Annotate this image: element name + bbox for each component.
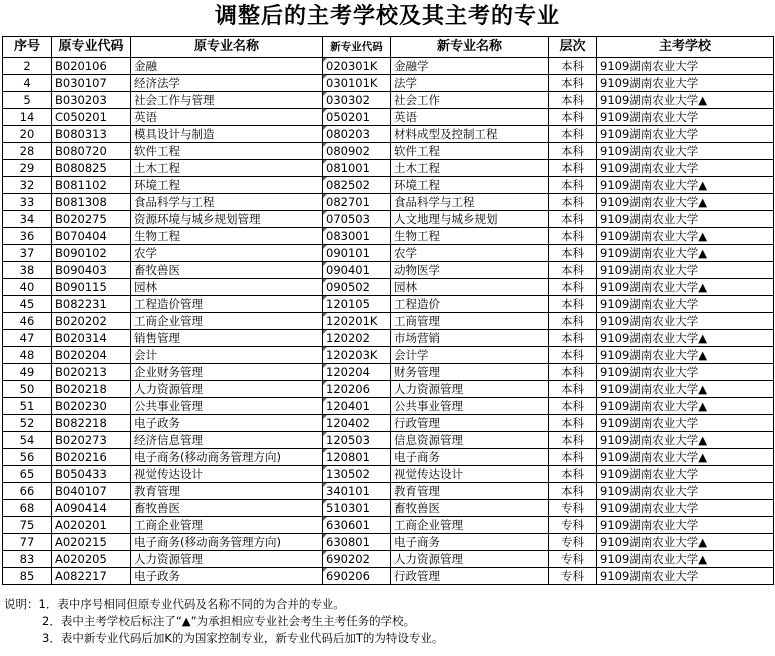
cell-old-name: 土木工程: [131, 160, 323, 177]
cell-seq: 48: [3, 347, 52, 364]
cell-school: 9109湖南农业大学: [597, 160, 774, 177]
cell-new-code: 120206: [323, 381, 391, 398]
cell-level: 本科: [549, 194, 597, 211]
cell-old-code: B020314: [52, 330, 131, 347]
cell-old-code: B020230: [52, 398, 131, 415]
cell-old-name: 经济法学: [131, 75, 323, 92]
cell-new-code: 083001: [323, 228, 391, 245]
cell-marker-icon: [323, 415, 327, 419]
table-row: [3, 126, 774, 143]
cell-school: 9109湖南农业大学: [597, 58, 774, 75]
cell-level: 本科: [549, 466, 597, 483]
cell-new-name: 英语: [391, 109, 549, 126]
cell-new-code: 080902: [323, 143, 391, 160]
table-row: [3, 160, 774, 177]
cell-school: 9109湖南农业大学: [597, 466, 774, 483]
cell-level: 本科: [549, 109, 597, 126]
cell-old-name: 社会工作与管理: [131, 92, 323, 109]
cell-new-name: 人文地理与城乡规划: [391, 211, 549, 228]
table-row: [3, 466, 774, 483]
cell-seq: 54: [3, 432, 52, 449]
cell-old-name: 英语: [131, 109, 323, 126]
cell-old-name: 工程造价管理: [131, 296, 323, 313]
cell-school: 9109湖南农业大学▲: [597, 177, 774, 194]
cell-level: 本科: [549, 330, 597, 347]
cell-marker-icon: [323, 449, 327, 453]
note-line: [4, 630, 443, 647]
cell-seq: 49: [3, 364, 52, 381]
note-item: 1．表中序号相同但原专业代码及名称不同的为合并的专业。: [38, 597, 345, 611]
note-item: 3．表中新专业代码后加K的为国家控制专业，新专业代码后加T的为特设专业。: [42, 631, 444, 645]
col-header-level: 层次: [549, 37, 597, 58]
note-line: [4, 613, 443, 630]
cell-seq: 38: [3, 262, 52, 279]
table-row: [3, 415, 774, 432]
table-row: [3, 517, 774, 534]
cell-old-code: B080313: [52, 126, 131, 143]
table-row: [3, 211, 774, 228]
cell-new-name: 行政管理: [391, 568, 549, 585]
table-row: [3, 381, 774, 398]
cell-marker-icon: [323, 143, 327, 147]
cell-old-name: 畜牧兽医: [131, 262, 323, 279]
cell-level: 本科: [549, 415, 597, 432]
table-row: [3, 551, 774, 568]
cell-seq: 52: [3, 415, 52, 432]
cell-old-name: 企业财务管理: [131, 364, 323, 381]
table-row: [3, 245, 774, 262]
cell-school: 9109湖南农业大学: [597, 126, 774, 143]
cell-level: 本科: [549, 398, 597, 415]
cell-old-code: B050433: [52, 466, 131, 483]
cell-old-code: B020273: [52, 432, 131, 449]
cell-marker-icon: [323, 347, 327, 351]
cell-school: 9109湖南农业大学▲: [597, 92, 774, 109]
cell-new-code: 090401: [323, 262, 391, 279]
cell-marker-icon: [323, 551, 327, 555]
cell-old-name: 软件工程: [131, 143, 323, 160]
cell-old-name: 电子政务: [131, 568, 323, 585]
major-table: [2, 36, 774, 585]
cell-level: 本科: [549, 126, 597, 143]
note-line: [4, 596, 443, 613]
cell-old-name: 模具设计与制造: [131, 126, 323, 143]
cell-new-name: 信息资源管理: [391, 432, 549, 449]
cell-level: 本科: [549, 262, 597, 279]
cell-school: 9109湖南农业大学▲: [597, 381, 774, 398]
col-header-seq: 序号: [3, 37, 52, 58]
table-row: [3, 500, 774, 517]
cell-seq: 29: [3, 160, 52, 177]
cell-school: 9109湖南农业大学: [597, 415, 774, 432]
cell-new-name: 财务管理: [391, 364, 549, 381]
cell-level: 本科: [549, 228, 597, 245]
cell-marker-icon: [323, 92, 327, 96]
cell-school: 9109湖南农业大学: [597, 296, 774, 313]
cell-new-code: 690202: [323, 551, 391, 568]
cell-new-name: 会计学: [391, 347, 549, 364]
cell-old-code: B020204: [52, 347, 131, 364]
cell-new-code: 081001: [323, 160, 391, 177]
cell-school: 9109湖南农业大学: [597, 313, 774, 330]
cell-marker-icon: [323, 245, 327, 249]
cell-marker-icon: [323, 296, 327, 300]
cell-marker-icon: [323, 534, 327, 538]
cell-level: 本科: [549, 177, 597, 194]
cell-old-code: A020201: [52, 517, 131, 534]
cell-old-name: 电子商务(移动商务管理方向): [131, 449, 323, 466]
notes-label: 说明：: [4, 597, 39, 611]
cell-old-name: 生物工程: [131, 228, 323, 245]
cell-marker-icon: [323, 262, 327, 266]
cell-school: 9109湖南农业大学: [597, 211, 774, 228]
table-row: [3, 483, 774, 500]
cell-marker-icon: [323, 279, 327, 283]
table-row: [3, 449, 774, 466]
cell-old-name: 视觉传达设计: [131, 466, 323, 483]
table-row: [3, 296, 774, 313]
cell-old-code: B040107: [52, 483, 131, 500]
cell-new-code: 340101: [323, 483, 391, 500]
cell-level: 本科: [549, 279, 597, 296]
cell-old-name: 资源环境与城乡规划管理: [131, 211, 323, 228]
table-row: [3, 228, 774, 245]
cell-seq: 34: [3, 211, 52, 228]
cell-seq: 66: [3, 483, 52, 500]
cell-new-name: 人力资源管理: [391, 551, 549, 568]
table-row: [3, 313, 774, 330]
cell-school: 9109湖南农业大学: [597, 517, 774, 534]
cell-marker-icon: [323, 500, 327, 504]
table-row: [3, 143, 774, 160]
cell-school: 9109湖南农业大学: [597, 109, 774, 126]
cell-new-code: 120401: [323, 398, 391, 415]
cell-old-name: 会计: [131, 347, 323, 364]
cell-seq: 68: [3, 500, 52, 517]
cell-seq: 45: [3, 296, 52, 313]
table-row: [3, 58, 774, 75]
cell-old-name: 食品科学与工程: [131, 194, 323, 211]
cell-level: 本科: [549, 364, 597, 381]
cell-seq: 65: [3, 466, 52, 483]
cell-old-code: B020106: [52, 58, 131, 75]
cell-old-code: B020202: [52, 313, 131, 330]
cell-new-name: 工程造价: [391, 296, 549, 313]
cell-new-name: 社会工作: [391, 92, 549, 109]
cell-old-name: 金融: [131, 58, 323, 75]
cell-school: 9109湖南农业大学▲: [597, 449, 774, 466]
table-row: [3, 347, 774, 364]
cell-new-name: 行政管理: [391, 415, 549, 432]
cell-old-code: A090414: [52, 500, 131, 517]
cell-old-name: 园林: [131, 279, 323, 296]
cell-school: 9109湖南农业大学: [597, 75, 774, 92]
cell-level: 本科: [549, 381, 597, 398]
table-body: [3, 58, 774, 585]
cell-level: 专科: [549, 551, 597, 568]
cell-level: 专科: [549, 517, 597, 534]
cell-new-name: 电子商务: [391, 449, 549, 466]
cell-school: 9109湖南农业大学▲: [597, 279, 774, 296]
cell-level: 本科: [549, 92, 597, 109]
cell-seq: 32: [3, 177, 52, 194]
cell-new-name: 工商管理: [391, 313, 549, 330]
cell-new-code: 082502: [323, 177, 391, 194]
cell-marker-icon: [323, 126, 327, 130]
cell-new-name: 生物工程: [391, 228, 549, 245]
cell-seq: 56: [3, 449, 52, 466]
cell-old-code: B080825: [52, 160, 131, 177]
cell-marker-icon: [323, 483, 327, 487]
cell-seq: 83: [3, 551, 52, 568]
table-row: [3, 262, 774, 279]
cell-seq: 14: [3, 109, 52, 126]
cell-school: 9109湖南农业大学: [597, 262, 774, 279]
table-row: [3, 109, 774, 126]
cell-new-code: 030101K: [323, 75, 391, 92]
cell-old-code: B030203: [52, 92, 131, 109]
cell-new-name: 金融学: [391, 58, 549, 75]
cell-new-name: 法学: [391, 75, 549, 92]
cell-old-name: 农学: [131, 245, 323, 262]
cell-old-code: B090102: [52, 245, 131, 262]
cell-new-code: 120201K: [323, 313, 391, 330]
cell-school: 9109湖南农业大学: [597, 483, 774, 500]
cell-school: 9109湖南农业大学▲: [597, 432, 774, 449]
cell-new-name: 动物医学: [391, 262, 549, 279]
table-row: [3, 279, 774, 296]
cell-new-name: 土木工程: [391, 160, 549, 177]
cell-seq: 75: [3, 517, 52, 534]
cell-seq: 40: [3, 279, 52, 296]
cell-old-name: 电子政务: [131, 415, 323, 432]
table-row: [3, 177, 774, 194]
cell-marker-icon: [323, 109, 327, 113]
cell-old-code: A020215: [52, 534, 131, 551]
cell-old-name: 工商企业管理: [131, 517, 323, 534]
col-header-new-code: 新专业代码: [323, 37, 391, 58]
cell-school: 9109湖南农业大学▲: [597, 228, 774, 245]
table-header-row: [3, 37, 774, 58]
cell-new-name: 工商企业管理: [391, 517, 549, 534]
cell-new-code: 030302: [323, 92, 391, 109]
cell-marker-icon: [323, 364, 327, 368]
cell-old-name: 环境工程: [131, 177, 323, 194]
cell-old-code: B090115: [52, 279, 131, 296]
cell-new-code: 050201: [323, 109, 391, 126]
cell-level: 本科: [549, 347, 597, 364]
cell-seq: 46: [3, 313, 52, 330]
cell-level: 专科: [549, 568, 597, 585]
notes: [4, 596, 443, 647]
cell-new-name: 教育管理: [391, 483, 549, 500]
cell-marker-icon: [323, 517, 327, 521]
cell-level: 本科: [549, 313, 597, 330]
cell-new-code: 120801: [323, 449, 391, 466]
cell-old-code: A082217: [52, 568, 131, 585]
cell-school: 9109湖南农业大学: [597, 143, 774, 160]
cell-marker-icon: [323, 313, 327, 317]
cell-marker-icon: [323, 177, 327, 181]
cell-level: 本科: [549, 483, 597, 500]
cell-new-code: 080203: [323, 126, 391, 143]
cell-new-code: 120402: [323, 415, 391, 432]
cell-new-code: 130502: [323, 466, 391, 483]
cell-marker-icon: [323, 160, 327, 164]
cell-marker-icon: [323, 75, 327, 79]
cell-old-name: 人力资源管理: [131, 551, 323, 568]
cell-seq: 4: [3, 75, 52, 92]
cell-old-name: 教育管理: [131, 483, 323, 500]
cell-new-code: 082701: [323, 194, 391, 211]
cell-seq: 20: [3, 126, 52, 143]
table-row: [3, 568, 774, 585]
cell-old-code: A020205: [52, 551, 131, 568]
cell-seq: 77: [3, 534, 52, 551]
cell-old-code: B020216: [52, 449, 131, 466]
cell-marker-icon: [323, 398, 327, 402]
cell-new-code: 070503: [323, 211, 391, 228]
cell-old-code: C050201: [52, 109, 131, 126]
table-row: [3, 432, 774, 449]
cell-old-code: B020218: [52, 381, 131, 398]
cell-old-name: 公共事业管理: [131, 398, 323, 415]
cell-new-name: 畜牧兽医: [391, 500, 549, 517]
cell-school: 9109湖南农业大学: [597, 500, 774, 517]
cell-level: 本科: [549, 75, 597, 92]
cell-new-name: 电子商务: [391, 534, 549, 551]
col-header-new-name: 新专业名称: [391, 37, 549, 58]
cell-new-code: 120202: [323, 330, 391, 347]
cell-level: 本科: [549, 449, 597, 466]
cell-level: 本科: [549, 245, 597, 262]
cell-level: 本科: [549, 143, 597, 160]
cell-seq: 51: [3, 398, 52, 415]
cell-school: 9109湖南农业大学: [597, 568, 774, 585]
cell-old-code: B081102: [52, 177, 131, 194]
table-row: [3, 364, 774, 381]
cell-marker-icon: [323, 381, 327, 385]
cell-new-code: 090502: [323, 279, 391, 296]
cell-school: 9109湖南农业大学▲: [597, 194, 774, 211]
cell-marker-icon: [323, 330, 327, 334]
cell-seq: 50: [3, 381, 52, 398]
note-item: 2．表中主考学校后标注了“▲”为承担相应专业社会考生主考任务的学校。: [42, 614, 416, 628]
cell-school: 9109湖南农业大学▲: [597, 330, 774, 347]
cell-level: 本科: [549, 432, 597, 449]
cell-old-name: 电子商务(移动商务管理方向): [131, 534, 323, 551]
cell-old-name: 销售管理: [131, 330, 323, 347]
cell-school: 9109湖南农业大学: [597, 364, 774, 381]
table-row: [3, 194, 774, 211]
cell-seq: 2: [3, 58, 52, 75]
cell-old-code: B082231: [52, 296, 131, 313]
table-row: [3, 398, 774, 415]
cell-new-name: 软件工程: [391, 143, 549, 160]
cell-seq: 33: [3, 194, 52, 211]
cell-new-code: 630601: [323, 517, 391, 534]
cell-school: 9109湖南农业大学▲: [597, 398, 774, 415]
cell-seq: 37: [3, 245, 52, 262]
cell-new-name: 市场营销: [391, 330, 549, 347]
cell-new-name: 农学: [391, 245, 549, 262]
cell-new-code: 630801: [323, 534, 391, 551]
cell-old-name: 工商企业管理: [131, 313, 323, 330]
cell-old-code: B030107: [52, 75, 131, 92]
cell-new-code: 120503: [323, 432, 391, 449]
cell-seq: 28: [3, 143, 52, 160]
table-row: [3, 330, 774, 347]
col-header-old-code: 原专业代码: [52, 37, 131, 58]
cell-new-code: 120204: [323, 364, 391, 381]
cell-old-code: B082218: [52, 415, 131, 432]
cell-new-code: 090101: [323, 245, 391, 262]
cell-level: 本科: [549, 160, 597, 177]
cell-marker-icon: [323, 432, 327, 436]
cell-old-code: B090403: [52, 262, 131, 279]
cell-seq: 85: [3, 568, 52, 585]
cell-new-name: 视觉传达设计: [391, 466, 549, 483]
cell-school: 9109湖南农业大学▲: [597, 245, 774, 262]
cell-new-name: 人力资源管理: [391, 381, 549, 398]
col-header-school: 主考学校: [597, 37, 774, 58]
cell-old-code: B020275: [52, 211, 131, 228]
cell-marker-icon: [323, 466, 327, 470]
cell-new-name: 环境工程: [391, 177, 549, 194]
cell-old-name: 畜牧兽医: [131, 500, 323, 517]
cell-marker-icon: [323, 58, 327, 62]
cell-new-code: 120203K: [323, 347, 391, 364]
cell-marker-icon: [323, 211, 327, 215]
cell-marker-icon: [323, 228, 327, 232]
cell-new-name: 食品科学与工程: [391, 194, 549, 211]
cell-new-code: 120105: [323, 296, 391, 313]
cell-seq: 36: [3, 228, 52, 245]
cell-old-name: 人力资源管理: [131, 381, 323, 398]
cell-new-code: 510301: [323, 500, 391, 517]
cell-level: 专科: [549, 534, 597, 551]
cell-new-name: 公共事业管理: [391, 398, 549, 415]
cell-level: 专科: [549, 500, 597, 517]
cell-old-code: B070404: [52, 228, 131, 245]
cell-level: 本科: [549, 296, 597, 313]
cell-new-name: 园林: [391, 279, 549, 296]
cell-old-name: 经济信息管理: [131, 432, 323, 449]
cell-school: 9109湖南农业大学▲: [597, 551, 774, 568]
table-row: [3, 534, 774, 551]
cell-marker-icon: [323, 568, 327, 572]
cell-school: 9109湖南农业大学▲: [597, 534, 774, 551]
cell-new-name: 材料成型及控制工程: [391, 126, 549, 143]
cell-old-code: B081308: [52, 194, 131, 211]
cell-school: 9109湖南农业大学▲: [597, 347, 774, 364]
table-row: [3, 92, 774, 109]
cell-marker-icon: [323, 194, 327, 198]
cell-old-code: B080720: [52, 143, 131, 160]
cell-new-code: 020301K: [323, 58, 391, 75]
cell-old-code: B020213: [52, 364, 131, 381]
cell-seq: 47: [3, 330, 52, 347]
cell-new-code: 690206: [323, 568, 391, 585]
cell-level: 本科: [549, 211, 597, 228]
cell-level: 本科: [549, 58, 597, 75]
col-header-old-name: 原专业名称: [131, 37, 323, 58]
table-row: [3, 75, 774, 92]
cell-seq: 5: [3, 92, 52, 109]
page-title: 调整后的主考学校及其主考的专业: [214, 4, 560, 29]
